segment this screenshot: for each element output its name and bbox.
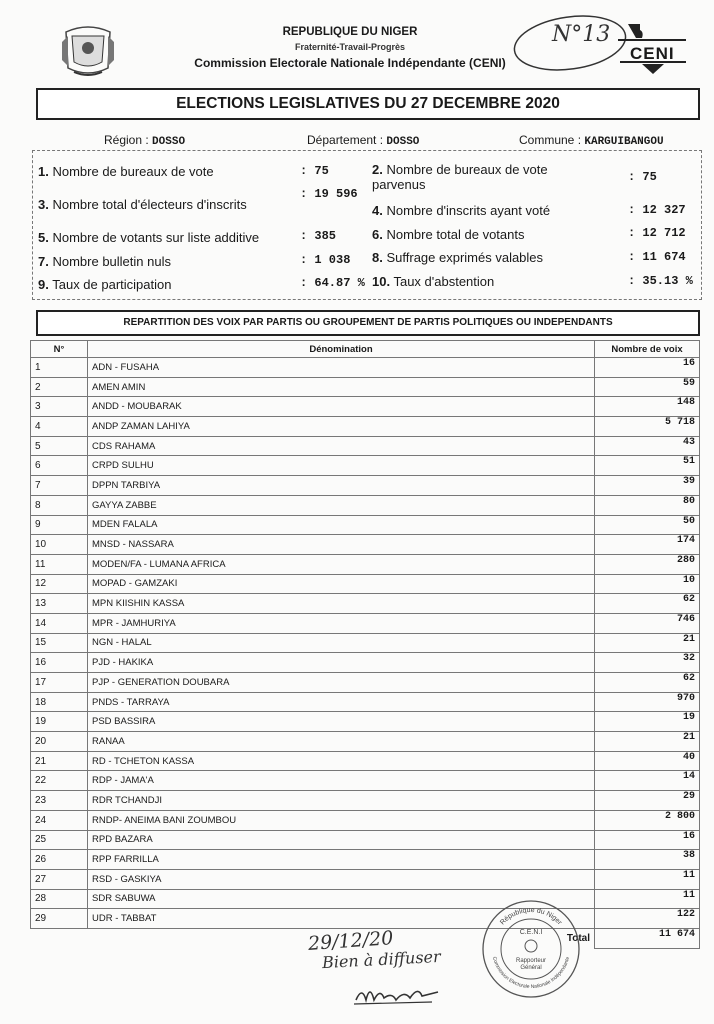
departement-value: DOSSO — [386, 136, 420, 148]
party-name: NGN - HALAL — [88, 633, 595, 653]
table-row — [31, 732, 700, 752]
row-number: 6 — [31, 456, 88, 476]
party-name: PNDS - TARRAYA — [88, 692, 595, 712]
table-row — [31, 495, 700, 515]
stat-value: : 385 — [300, 229, 337, 243]
table-row — [31, 653, 700, 673]
table-row — [31, 889, 700, 909]
party-name: AMEN AMIN — [88, 377, 595, 397]
party-name: ADN - FUSAHA — [88, 358, 595, 378]
stat-label: 9. Taux de participation — [38, 277, 172, 292]
commune-field — [519, 133, 664, 148]
vote-count: 21 — [595, 633, 700, 653]
table-row — [31, 515, 700, 535]
table-row — [31, 436, 700, 456]
party-name: PSD BASSIRA — [88, 712, 595, 732]
row-number: 24 — [31, 810, 88, 830]
table-row — [31, 830, 700, 850]
vote-count: 148 — [595, 397, 700, 417]
coat-of-arms-icon — [58, 22, 118, 80]
region-label: Région : — [104, 133, 149, 147]
party-name: PJP - GENERATION DOUBARA — [88, 673, 595, 693]
ceni-logo-text: CENI — [630, 44, 675, 63]
row-number: 21 — [31, 751, 88, 771]
table-row — [31, 633, 700, 653]
row-number: 17 — [31, 673, 88, 693]
party-name: RDR TCHANDJI — [88, 791, 595, 811]
vote-count: 174 — [595, 535, 700, 555]
table-row — [31, 673, 700, 693]
vote-count: 2 800 — [595, 810, 700, 830]
party-name: CDS RAHAMA — [88, 436, 595, 456]
row-number: 5 — [31, 436, 88, 456]
stat-value: : 75 — [300, 164, 329, 178]
table-header-row — [31, 341, 700, 358]
stamp-top-text: République du Niger — [499, 906, 563, 927]
row-number: 2 — [31, 377, 88, 397]
row-number: 16 — [31, 653, 88, 673]
table-row — [31, 535, 700, 555]
region-value: DOSSO — [152, 136, 186, 148]
vote-count: 29 — [595, 791, 700, 811]
table-row — [31, 377, 700, 397]
stat-label: 5. Nombre de votants sur liste additive — [38, 230, 260, 245]
row-number: 29 — [31, 909, 88, 929]
vote-count: 280 — [595, 554, 700, 574]
stat-value: : 75 — [628, 170, 657, 184]
stamp-emblem-icon — [525, 940, 537, 952]
table-row — [31, 397, 700, 417]
row-number: 25 — [31, 830, 88, 850]
party-name: RANAA — [88, 732, 595, 752]
table-row — [31, 810, 700, 830]
vote-count: 21 — [595, 732, 700, 752]
col-header-number: N° — [31, 341, 88, 358]
vote-count: 11 — [595, 889, 700, 909]
table-row — [31, 751, 700, 771]
row-number: 4 — [31, 417, 88, 437]
vote-count: 38 — [595, 850, 700, 870]
vote-count: 43 — [595, 436, 700, 456]
republic-heading: REPUBLIQUE DU NIGER — [282, 26, 418, 38]
motto: Fraternité-Travail-Progrès — [294, 42, 406, 52]
row-number: 27 — [31, 869, 88, 889]
row-number: 1 — [31, 358, 88, 378]
stat-value: : 35.13 % — [628, 274, 693, 288]
row-number: 15 — [31, 633, 88, 653]
vote-count: 19 — [595, 712, 700, 732]
stat-label: 1. Nombre de bureaux de vote — [38, 164, 214, 179]
party-name: MODEN/FA - LUMANA AFRICA — [88, 554, 595, 574]
vote-count: 39 — [595, 476, 700, 496]
commission-name: Commission Electorale Nationale Indépendante (CENI) — [194, 56, 506, 70]
party-name: RD - TCHETON KASSA — [88, 751, 595, 771]
party-name: ANDP ZAMAN LAHIYA — [88, 417, 595, 437]
stat-label: 10. Taux d'abstention — [372, 274, 495, 289]
signature — [352, 978, 442, 1008]
row-number: 28 — [31, 889, 88, 909]
stamp-role-1: Rapporteur — [515, 958, 547, 964]
total-votes: 11 674 — [595, 928, 700, 948]
table-row — [31, 791, 700, 811]
col-header-denomination: Dénomination — [88, 341, 595, 358]
vote-count: 5 718 — [595, 417, 700, 437]
row-number: 18 — [31, 692, 88, 712]
vote-count: 16 — [595, 830, 700, 850]
row-number: 7 — [31, 476, 88, 496]
vote-count: 14 — [595, 771, 700, 791]
party-name: DPPN TARBIYA — [88, 476, 595, 496]
party-name: SDR SABUWA — [88, 889, 595, 909]
row-number: 14 — [31, 613, 88, 633]
stat-label: 3. Nombre total d'électeurs d'inscrits — [38, 197, 247, 212]
stat-value: : 12 327 — [628, 203, 686, 217]
party-name: MOPAD - GAMZAKI — [88, 574, 595, 594]
party-name: RSD - GASKIYA — [88, 869, 595, 889]
vote-count: 32 — [595, 653, 700, 673]
table-row — [31, 574, 700, 594]
table-row — [31, 771, 700, 791]
party-name: RNDP- ANEIMA BANI ZOUMBOU — [88, 810, 595, 830]
handwritten-date: 29/12/20 — [307, 927, 395, 955]
party-name: GAYYA ZABBE — [88, 495, 595, 515]
handwritten-number: N°13 — [552, 22, 611, 47]
table-row — [31, 869, 700, 889]
vote-count: 59 — [595, 377, 700, 397]
table-row — [31, 692, 700, 712]
vote-count: 11 — [595, 869, 700, 889]
party-name: RPP FARRILLA — [88, 850, 595, 870]
row-number: 20 — [31, 732, 88, 752]
party-name: MNSD - NASSARA — [88, 535, 595, 555]
vote-count: 10 — [595, 574, 700, 594]
row-number: 9 — [31, 515, 88, 535]
party-name: MDEN FALALA — [88, 515, 595, 535]
table-row — [31, 712, 700, 732]
party-name: RDP - JAMA'A — [88, 771, 595, 791]
table-row — [31, 909, 700, 929]
stat-value: : 19 596 — [300, 187, 358, 201]
votes-table — [30, 340, 700, 949]
election-title: ELECTIONS LEGISLATIVES DU 27 DECEMBRE 2020 — [176, 95, 560, 112]
vote-count: 970 — [595, 692, 700, 712]
row-number: 22 — [31, 771, 88, 791]
total-label: Total — [566, 933, 590, 945]
row-number: 8 — [31, 495, 88, 515]
table-row — [31, 358, 700, 378]
official-stamp — [480, 898, 582, 1000]
party-name: PJD - HAKIKA — [88, 653, 595, 673]
row-number: 26 — [31, 850, 88, 870]
vote-count: 80 — [595, 495, 700, 515]
party-name: ANDD - MOUBARAK — [88, 397, 595, 417]
svg-text:République du Niger — [499, 907, 563, 927]
row-number: 3 — [31, 397, 88, 417]
stamp-bottom-text: Commission Electorale Nationale Indépendante — [490, 956, 572, 991]
table-row — [31, 554, 700, 574]
stamp-center-text: C.E.N.I — [519, 929, 543, 936]
repartition-title: REPARTITION DES VOIX PAR PARTIS OU GROUPEMENT DE PARTIS POLITIQUES OU INDEPENDANTS — [123, 317, 613, 328]
vote-count: 51 — [595, 456, 700, 476]
stat-label: 4. Nombre d'inscrits ayant voté — [372, 203, 551, 218]
stat-label: 2. Nombre de bureaux de vote parvenus — [372, 162, 548, 192]
stat-label: 6. Nombre total de votants — [372, 227, 525, 242]
stat-label: 8. Suffrage exprimés valables — [372, 250, 544, 265]
stamp-role-2: Général — [520, 965, 542, 971]
vote-count: 50 — [595, 515, 700, 535]
commune-value: KARGUIBANGOU — [584, 136, 664, 148]
departement-label: Département : — [307, 133, 384, 147]
col-header-votes: Nombre de voix — [595, 341, 700, 358]
vote-count: 62 — [595, 594, 700, 614]
row-number: 11 — [31, 554, 88, 574]
party-name: MPN KIISHIN KASSA — [88, 594, 595, 614]
repartition-banner — [36, 310, 700, 336]
vote-count: 746 — [595, 613, 700, 633]
title-banner — [36, 88, 700, 120]
party-name: CRPD SULHU — [88, 456, 595, 476]
departement-field — [307, 133, 419, 148]
table-row — [31, 850, 700, 870]
row-number: 10 — [31, 535, 88, 555]
party-name: UDR - TABBAT — [88, 909, 595, 929]
commune-label: Commune : — [519, 133, 582, 147]
table-row — [31, 476, 700, 496]
table-row — [31, 456, 700, 476]
vote-count: 40 — [595, 751, 700, 771]
party-name: MPR - JAMHURIYA — [88, 613, 595, 633]
row-number: 23 — [31, 791, 88, 811]
table-row — [31, 613, 700, 633]
party-name: RPD BAZARA — [88, 830, 595, 850]
row-number: 19 — [31, 712, 88, 732]
vote-count: 122 — [595, 909, 700, 929]
row-number: 13 — [31, 594, 88, 614]
table-row — [31, 594, 700, 614]
stat-value: : 11 674 — [628, 250, 686, 264]
stat-label: 7. Nombre bulletin nuls — [38, 254, 171, 269]
stat-value: : 12 712 — [628, 226, 686, 240]
stat-value: : 1 038 — [300, 253, 351, 267]
row-number: 12 — [31, 574, 88, 594]
vote-count: 16 — [595, 358, 700, 378]
stat-value: : 64.87 % — [300, 276, 365, 290]
region-field — [104, 133, 185, 148]
table-row — [31, 417, 700, 437]
vote-count: 62 — [595, 673, 700, 693]
handwritten-note: Bien à diffuser — [321, 946, 442, 973]
